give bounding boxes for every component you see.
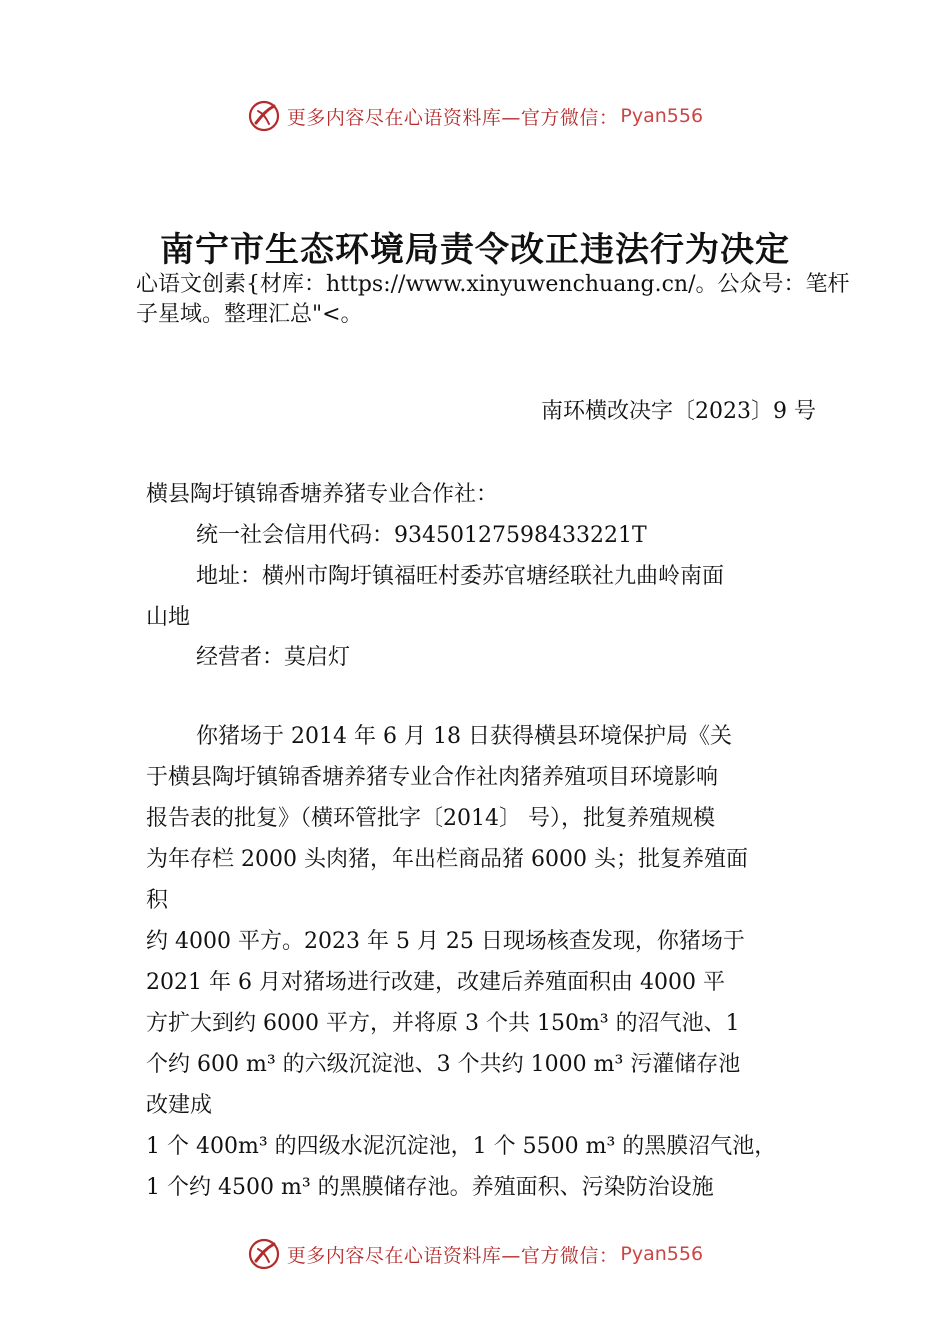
source-note: 心语文创素{材库：https://www.xinyuwenchuang.cn/。公众号：笔杆子星域。整理汇总"<。 — [136, 272, 850, 327]
recipient: 横县陶圩镇锦香塘养猪专业合作社： — [146, 482, 499, 507]
body-line: 个约 600 m³ 的六级沉淀池、3 个共约 1000 m³ 污灌储存池 — [146, 1052, 741, 1077]
watermark-text: 更多内容尽在心语资料库—官方微信： — [286, 106, 619, 129]
body-line: 为年存栏 2000 头肉猪，年出栏商品猪 6000 头；批复养殖面 — [146, 847, 748, 872]
address-line: 山地 — [146, 605, 191, 630]
body-line: 改建成 — [146, 1093, 213, 1118]
body-line: 你猪场于 2014 年 6 月 18 日获得横县环境保护局《关 — [196, 724, 732, 749]
watermark-wechat-id: Pyan556 — [620, 105, 704, 127]
operator: 经营者：莫启灯 — [196, 645, 351, 670]
body-line: 积 — [146, 888, 169, 913]
body-line: 于横县陶圩镇锦香塘养猪专业合作社肉猪养殖项目环境影响 — [146, 765, 719, 790]
body-line: 方扩大到约 6000 平方，并将原 3 个共 150m³ 的沼气池、1 — [146, 1011, 740, 1036]
document-title: 南宁市生态环境局责令改正违法行为决定 — [160, 230, 790, 270]
address-line: 地址：横州市陶圩镇福旺村委苏官塘经联社九曲岭南面 — [196, 564, 725, 589]
body-line: 2021 年 6 月对猪场进行改建，改建后养殖面积由 4000 平 — [146, 970, 725, 995]
body-line: 约 4000 平方。2023 年 5 月 25 日现场核查发现，你猪场于 — [146, 929, 745, 954]
body-line: 1 个 400m³ 的四级水泥沉淀池，1 个 5500 m³ 的黑膜沼气池， — [146, 1134, 777, 1159]
watermark-footer — [0, 1234, 950, 1274]
brush-logo-icon — [247, 1237, 281, 1271]
brush-logo-icon — [247, 99, 281, 133]
watermark-header — [0, 96, 950, 136]
watermark-text: 更多内容尽在心语资料库—官方微信： — [286, 1244, 619, 1267]
document-number: 南环横改决字〔2023〕9 号 — [541, 399, 816, 424]
body-line: 报告表的批复》（横环管批字〔2014〕 号），批复养殖规模 — [146, 806, 715, 831]
main-paragraph — [146, 716, 816, 1208]
address — [146, 556, 816, 638]
watermark-wechat-id: Pyan556 — [620, 1243, 704, 1265]
credit-code: 统一社会信用代码：93450127598433221T — [196, 523, 647, 548]
body-line: 1 个约 4500 m³ 的黑膜储存池。养殖面积、污染防治设施 — [146, 1175, 714, 1200]
